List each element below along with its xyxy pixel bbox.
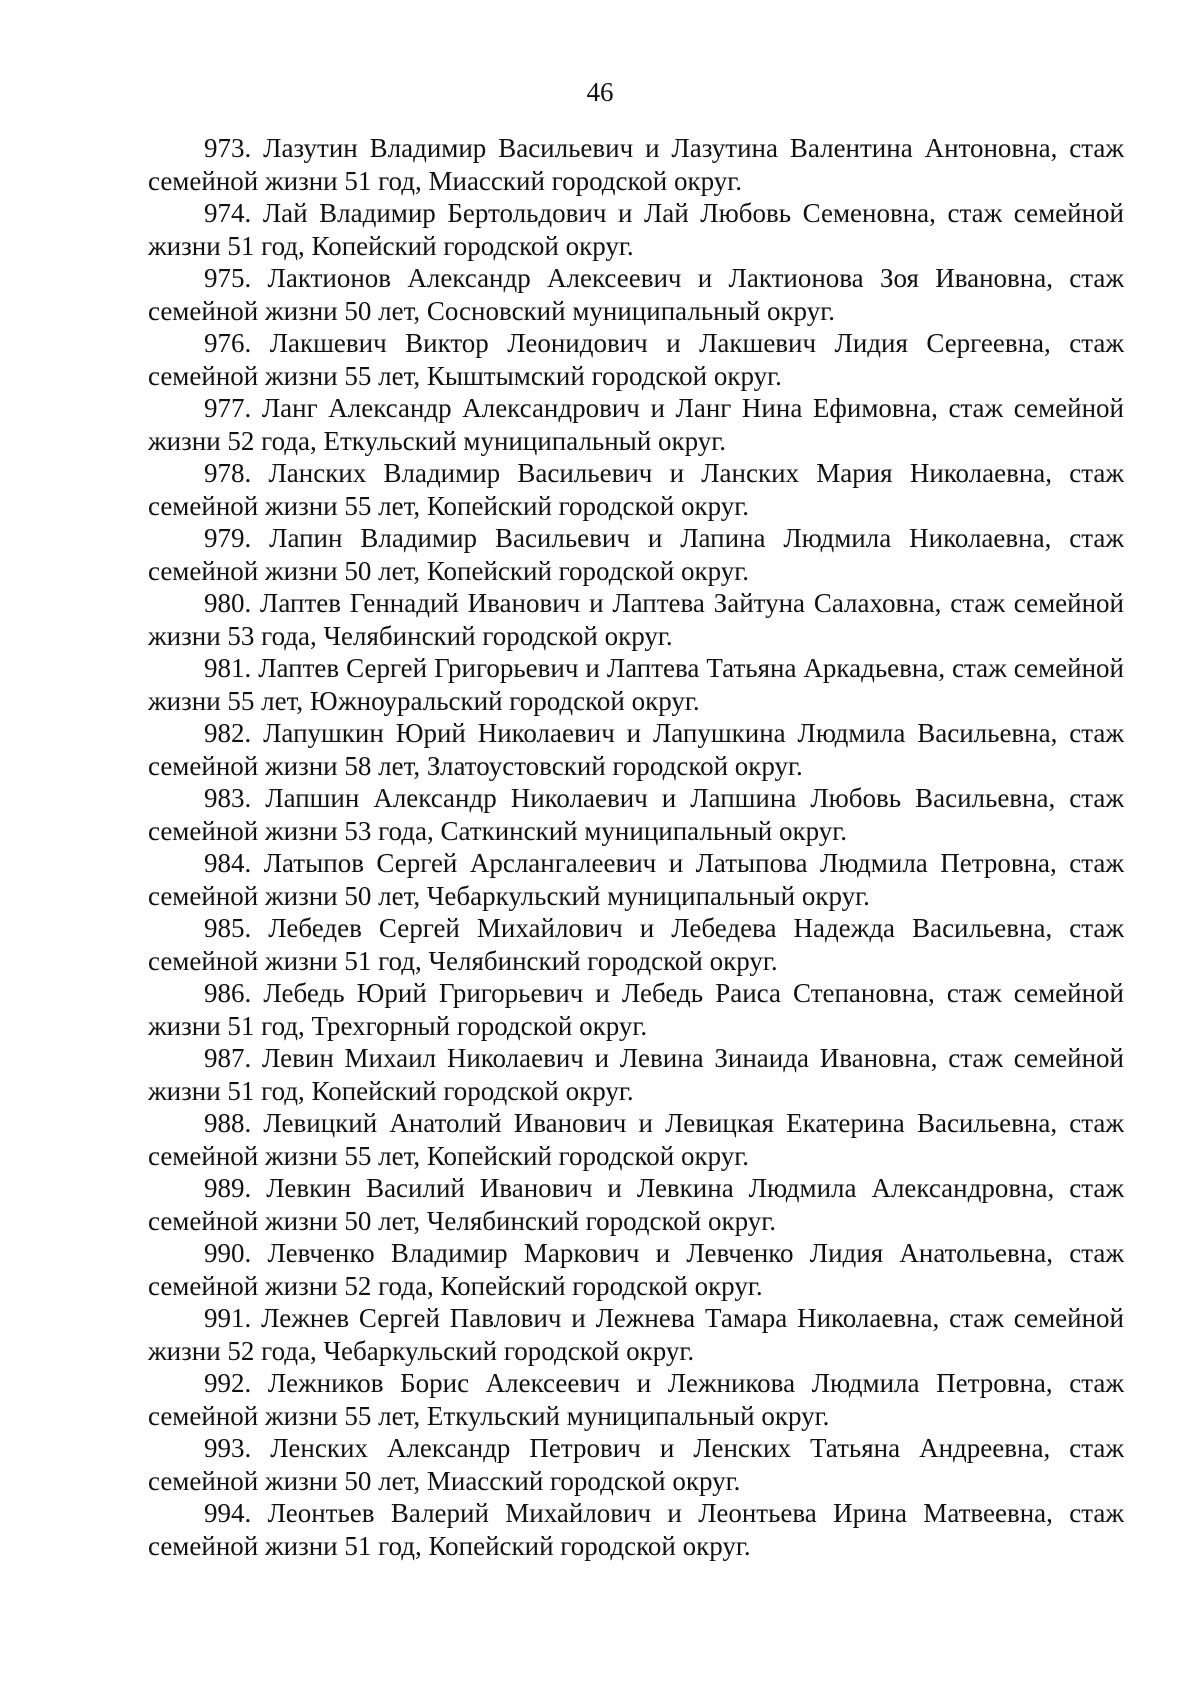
list-item: 982. Лапушкин Юрий Николаевич и Лапушкина Людмила Васильевна, стаж семейной жизни 58 лет, Златоустовский городской округ.	[148, 718, 1124, 781]
list-item: 989. Левкин Василий Иванович и Левкина Людмила Александровна, стаж семейной жизни 50 лет, Челябинский городской округ.	[148, 1173, 1124, 1236]
list-item: 975. Лактионов Александр Алексеевич и Лактионова Зоя Ивановна, стаж семейной жизни 50 лет, Сосновский муниципальный округ.	[148, 263, 1124, 326]
list-item: 987. Левин Михаил Николаевич и Левина Зинаида Ивановна, стаж семейной жизни 51 год, Копейский городской округ.	[148, 1043, 1124, 1106]
list-item: 985. Лебедев Сергей Михайлович и Лебедева Надежда Васильевна, стаж семейной жизни 51 год, Челябинский городской округ.	[148, 913, 1124, 976]
list-item: 973. Лазутин Владимир Васильевич и Лазутина Валентина Антоновна, стаж семейной жизни 51 год, Миасский городской округ.	[148, 133, 1124, 196]
list-item: 986. Лебедь Юрий Григорьевич и Лебедь Раиса Степановна, стаж семейной жизни 51 год, Трехгорный городской округ.	[148, 978, 1124, 1041]
entry-list	[148, 132, 1124, 1562]
list-item: 980. Лаптев Геннадий Иванович и Лаптева Зайтуна Салаховна, стаж семейной жизни 53 года, Челябинский городской округ.	[148, 588, 1124, 651]
list-item: 984. Латыпов Сергей Арслангалеевич и Латыпова Людмила Петровна, стаж семейной жизни 50 лет, Чебаркульский муниципальный округ.	[148, 848, 1124, 911]
list-item: 976. Лакшевич Виктор Леонидович и Лакшевич Лидия Сергеевна, стаж семейной жизни 55 лет, Кыштымский городской округ.	[148, 328, 1124, 391]
list-item: 993. Ленских Александр Петрович и Ленских Татьяна Андреевна, стаж семейной жизни 50 лет, Миасский городской округ.	[148, 1433, 1124, 1496]
list-item: 978. Ланских Владимир Васильевич и Ланских Мария Николаевна, стаж семейной жизни 55 лет, Копейский городской округ.	[148, 458, 1124, 521]
list-item: 974. Лай Владимир Бертольдович и Лай Любовь Семеновна, стаж семейной жизни 51 год, Копейский городской округ.	[148, 198, 1124, 261]
list-item: 983. Лапшин Александр Николаевич и Лапшина Любовь Васильевна, стаж семейной жизни 53 года, Саткинский муниципальный округ.	[148, 783, 1124, 846]
list-item: 990. Левченко Владимир Маркович и Левченко Лидия Анатольевна, стаж семейной жизни 52 года, Копейский городской округ.	[148, 1238, 1124, 1301]
page-number: 46	[586, 77, 614, 107]
list-item: 992. Лежников Борис Алексеевич и Лежникова Людмила Петровна, стаж семейной жизни 55 лет, Еткульский муниципальный округ.	[148, 1368, 1124, 1431]
list-item: 994. Леонтьев Валерий Михайлович и Леонтьева Ирина Матвеевна, стаж семейной жизни 51 год, Копейский городской округ.	[148, 1498, 1124, 1561]
list-item: 977. Ланг Александр Александрович и Ланг Нина Ефимовна, стаж семейной жизни 52 года, Еткульский муниципальный округ.	[148, 393, 1124, 456]
list-item: 979. Лапин Владимир Васильевич и Лапина Людмила Николаевна, стаж семейной жизни 50 лет, Копейский городской округ.	[148, 523, 1124, 586]
list-item: 988. Левицкий Анатолий Иванович и Левицкая Екатерина Васильевна, стаж семейной жизни 55 лет, Копейский городской округ.	[148, 1108, 1124, 1171]
list-item: 981. Лаптев Сергей Григорьевич и Лаптева Татьяна Аркадьевна, стаж семейной жизни 55 лет, Южноуральский городской округ.	[148, 653, 1124, 716]
list-item: 991. Лежнев Сергей Павлович и Лежнева Тамара Николаевна, стаж семейной жизни 52 года, Чебаркульский городской округ.	[148, 1303, 1124, 1366]
